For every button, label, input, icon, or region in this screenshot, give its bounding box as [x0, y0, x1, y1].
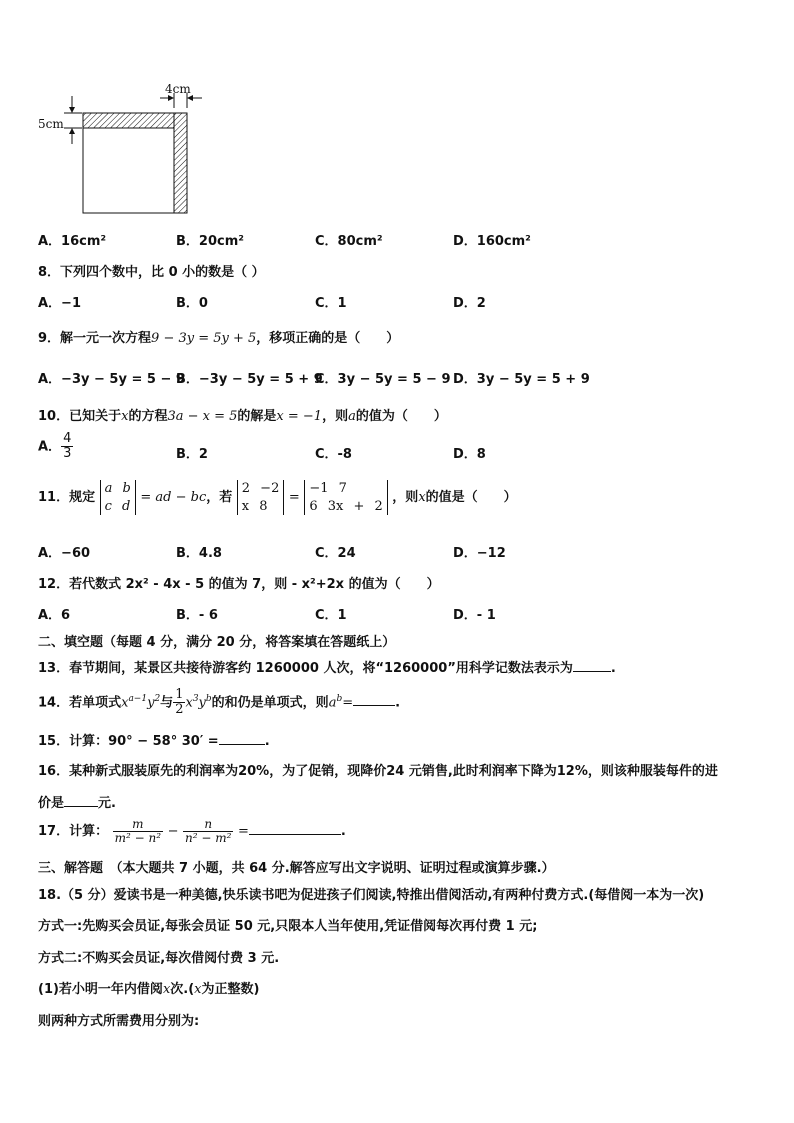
- q8-option-c[interactable]: C．1: [315, 296, 347, 311]
- det-row: 2 −2: [241, 481, 280, 496]
- q14-monomial-1-x: x: [121, 695, 129, 711]
- q14-text-2: 与: [160, 695, 174, 711]
- q15-text: 15．计算：90° − 58° 30′ =: [38, 734, 219, 749]
- fraction-denominator: 2: [175, 702, 184, 718]
- q17-stem: [38, 818, 346, 845]
- q11-determinant-left: [237, 480, 285, 515]
- q11-var-x: x: [418, 490, 426, 506]
- q10-text-2: 的方程: [128, 409, 168, 424]
- q12-option-b[interactable]: B．- 6: [176, 608, 218, 623]
- q18-var-x: x: [162, 982, 171, 997]
- q12-option-c[interactable]: C．1: [315, 608, 347, 623]
- q8-option-a[interactable]: A．−1: [38, 296, 81, 311]
- q14-exp-5: b: [336, 693, 343, 704]
- q10-text-5: 的值为（ ）: [355, 409, 447, 424]
- q11-option-c[interactable]: C．24: [315, 546, 356, 561]
- q18-var-x-2: x: [194, 982, 202, 997]
- fraction-numerator: m: [113, 818, 163, 832]
- fraction-denominator: m² − n²: [114, 831, 162, 846]
- q9-stem: [38, 327, 399, 346]
- q14-exp-4: b: [205, 693, 212, 704]
- q16-text-2: 价是: [38, 796, 65, 811]
- q7-option-c[interactable]: C．80cm²: [315, 234, 383, 249]
- q10-var-x: x: [121, 409, 129, 424]
- fraction-denominator: 3: [63, 446, 72, 462]
- q11-text-2: ，若: [206, 490, 233, 506]
- q7-option-d[interactable]: D．160cm²: [453, 234, 531, 249]
- q9-option-c[interactable]: C．3y − 5y = 5 − 9: [315, 372, 451, 387]
- q15-stem: [38, 730, 270, 749]
- q10-option-a-label: A．: [38, 439, 62, 455]
- section-3-heading: 三、解答题 （本大题共 7 小题，共 64 分.解答应写出文字说明、证明过程或演算步骤.）: [38, 861, 555, 876]
- q10-text-1: 10．已知关于: [38, 409, 122, 424]
- q17-answer-blank[interactable]: [249, 822, 341, 835]
- q10-option-b[interactable]: B．2: [176, 447, 208, 462]
- q11-text-3: ，则: [392, 490, 419, 506]
- q10-solution: x = −1: [276, 409, 323, 424]
- rectangle-figure: [30, 78, 220, 218]
- q10-option-c[interactable]: C．-8: [315, 447, 352, 462]
- figure-label-5cm: 5cm: [38, 117, 64, 131]
- q18-line-5: 则两种方式所需费用分别为:: [38, 1014, 200, 1029]
- det-row: a b: [104, 481, 131, 496]
- q10-option-a[interactable]: [38, 432, 73, 462]
- q10-stem: [38, 405, 447, 424]
- q13-end: .: [610, 661, 616, 676]
- det-row: c d: [104, 498, 131, 514]
- fraction-denominator: n² − m²: [185, 831, 232, 846]
- q10-option-a-fraction: [61, 432, 73, 462]
- q9-suffix: ，移项正确的是（ ）: [256, 331, 400, 346]
- q14-text-1: 14．若单项式: [38, 695, 122, 711]
- q11-definition: = ad − bc: [140, 490, 207, 506]
- q7-option-b[interactable]: B．20cm²: [176, 234, 244, 249]
- fraction-numerator: 1: [175, 687, 184, 702]
- q13-answer-blank[interactable]: [573, 659, 611, 672]
- q14-answer-blank[interactable]: [353, 693, 395, 706]
- q17-end: .: [340, 824, 346, 840]
- q18-text-4c: 为正整数): [201, 982, 260, 997]
- q14-fraction: [173, 688, 185, 718]
- q17-fraction-1: [113, 818, 163, 845]
- q16-answer-blank[interactable]: [64, 794, 98, 807]
- q15-end: .: [264, 734, 270, 749]
- det-row: −1 7: [309, 481, 347, 496]
- q10-text-3: 的解是: [237, 409, 277, 424]
- q8-option-b[interactable]: B．0: [176, 296, 208, 311]
- q14-monomial-2-x: x: [185, 695, 193, 711]
- det-row: x 8: [241, 498, 268, 514]
- q10-text-4: ，则: [322, 409, 349, 424]
- q9-equation: 9 − 3y = 5y + 5: [151, 331, 257, 346]
- q13-stem: [38, 657, 616, 676]
- q17-equals: =: [237, 824, 249, 840]
- figure-label-4cm: 4cm: [165, 82, 191, 96]
- q14-text-3: 的和仍是单项式，则: [211, 695, 329, 711]
- q17-text: 17．计算：: [38, 824, 109, 840]
- fraction-numerator: 4: [63, 431, 72, 446]
- q9-option-a[interactable]: A．−3y − 5y = 5 − 9: [38, 372, 185, 387]
- q13-text: 13．春节期间，某景区共接待游客约 1260000 人次，将“1260000”用科学记数法表示为: [38, 661, 573, 676]
- top-hatched-strip: [83, 113, 174, 128]
- q10-var-a: a: [348, 409, 356, 424]
- q18-line-4: [38, 978, 259, 997]
- q12-stem: 12．若代数式 2x² - 4x - 5 的值为 7，则 - x²+2x 的值为（ ）: [38, 577, 440, 592]
- q14-monomial-2-y: y: [198, 695, 206, 711]
- q16-end: 元.: [98, 796, 116, 811]
- q11-option-b[interactable]: B．4.8: [176, 546, 222, 561]
- q9-prefix: 9．解一元一次方程: [38, 331, 152, 346]
- q14-equals: =: [342, 695, 354, 711]
- q10-equation: 3a − x = 5: [167, 409, 238, 424]
- q11-option-a[interactable]: A．−60: [38, 546, 91, 561]
- det-row: 6 3x + 2: [309, 498, 383, 514]
- q10-option-d[interactable]: D．8: [453, 447, 486, 462]
- q16-line-1: 16．某种新式服装原先的利润率为20%，为了促销，现降价24 元销售,此时利润率下降为12%，则该种服装每件的进: [38, 764, 718, 779]
- q11-text-1: 11．规定: [38, 490, 96, 506]
- q15-answer-blank[interactable]: [219, 732, 265, 745]
- q14-stem: [38, 688, 400, 718]
- q11-determinant-definition: [100, 480, 136, 515]
- q14-exp-2: 2: [154, 693, 161, 704]
- q18-text-4b: 次.(: [170, 982, 195, 997]
- q11-equals: =: [288, 490, 300, 506]
- q11-stem: [38, 480, 517, 515]
- q14-exp-3: 3: [192, 693, 199, 704]
- right-hatched-strip: [174, 113, 187, 213]
- section-2-heading: 二、填空题（每题 4 分，满分 20 分，将答案填在答题纸上）: [38, 635, 396, 650]
- q14-monomial-1-y: y: [147, 695, 155, 711]
- q12-option-d[interactable]: D．- 1: [453, 608, 496, 623]
- q9-option-b[interactable]: B．−3y − 5y = 5 + 9: [176, 372, 323, 387]
- q18-line-2: 方式一:先购买会员证,每张会员证 50 元,只限本人当年使用,凭证借阅每次再付费 1 元;: [38, 919, 538, 934]
- q18-line-1: 18.（5 分）爱读书是一种美德,快乐读书吧为促进孩子们阅读,特推出借阅活动,有两种付费方式.(每借阅一本为一次): [38, 888, 705, 903]
- q11-determinant-right: [304, 480, 387, 515]
- q12-option-a[interactable]: A．6: [38, 608, 71, 623]
- q9-option-d[interactable]: D．3y − 5y = 5 + 9: [453, 372, 590, 387]
- q16-line-2: [38, 792, 116, 811]
- q18-text-4a: (1)若小明一年内借阅: [38, 982, 163, 997]
- q17-minus: −: [167, 824, 179, 840]
- q14-exp-1: a−1: [128, 693, 148, 704]
- q8-option-d[interactable]: D．2: [453, 296, 486, 311]
- q8-stem: 8．下列四个数中，比 0 小的数是（ ）: [38, 265, 265, 280]
- fraction-numerator: n: [183, 818, 233, 832]
- q11-option-d[interactable]: D．−12: [453, 546, 506, 561]
- q17-fraction-2: [183, 818, 233, 845]
- q18-line-3: 方式二:不购买会员证,每次借阅付费 3 元.: [38, 951, 280, 966]
- q14-end: .: [395, 695, 401, 711]
- q14-var-a: a: [328, 695, 337, 711]
- q11-text-4: 的值是（ ）: [425, 490, 517, 506]
- q7-option-a[interactable]: A．16cm²: [38, 234, 107, 249]
